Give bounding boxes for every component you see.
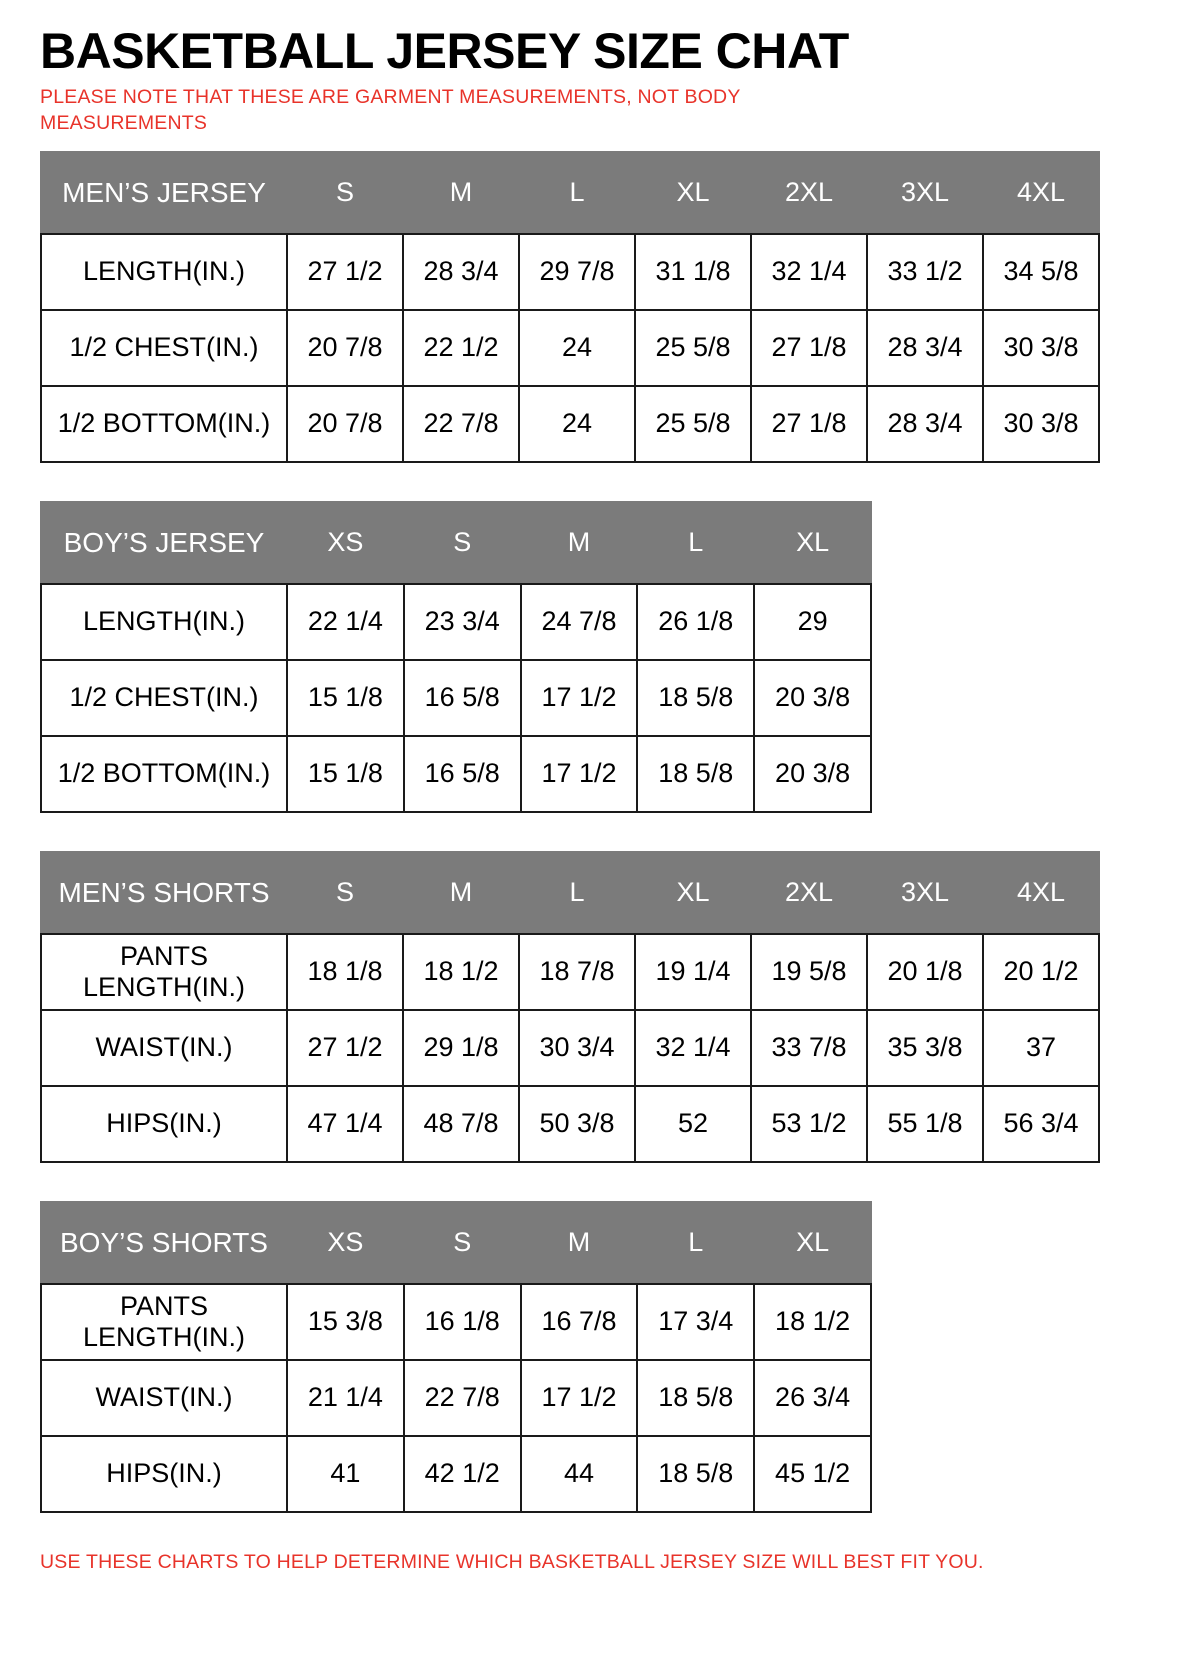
- row-label: 1/2 CHEST(IN.): [41, 660, 287, 736]
- measurement-cell: 18 5/8: [637, 1360, 754, 1436]
- measurement-cell: 22 7/8: [404, 1360, 521, 1436]
- measurement-cell: 32 1/4: [635, 1010, 751, 1086]
- measurement-cell: 25 5/8: [635, 310, 751, 386]
- table-header-row: [41, 502, 871, 584]
- measurement-cell: 20 3/8: [754, 660, 871, 736]
- measurement-cell: 17 1/2: [521, 1360, 638, 1436]
- measurement-cell: 47 1/4: [287, 1086, 403, 1162]
- measurement-cell: 18 1/8: [287, 934, 403, 1010]
- size-header-xs: XS: [287, 1202, 404, 1284]
- measurement-cell: 24: [519, 386, 635, 462]
- measurement-cell: 42 1/2: [404, 1436, 521, 1512]
- measurement-cell: 34 5/8: [983, 234, 1099, 310]
- measurement-cell: 32 1/4: [751, 234, 867, 310]
- size-header-xs: XS: [287, 502, 404, 584]
- measurement-cell: 29 1/8: [403, 1010, 519, 1086]
- measurement-cell: 16 5/8: [404, 660, 521, 736]
- table-corner-label: MEN’S SHORTS: [41, 852, 287, 934]
- measurement-cell: 19 5/8: [751, 934, 867, 1010]
- measurement-cell: 27 1/8: [751, 386, 867, 462]
- row-label: 1/2 BOTTOM(IN.): [41, 386, 287, 462]
- measurement-cell: 37: [983, 1010, 1099, 1086]
- table-row: [41, 310, 1099, 386]
- row-label: LENGTH(IN.): [41, 584, 287, 660]
- table-header-row: [41, 1202, 871, 1284]
- measurement-cell: 41: [287, 1436, 404, 1512]
- size-header-l: L: [519, 152, 635, 234]
- measurement-cell: 18 1/2: [403, 934, 519, 1010]
- table-corner-label: BOY’S SHORTS: [41, 1202, 287, 1284]
- measurement-cell: 52: [635, 1086, 751, 1162]
- measurement-cell: 56 3/4: [983, 1086, 1099, 1162]
- measurement-note: PLEASE NOTE THAT THESE ARE GARMENT MEASUREMENTS, NOT BODY MEASUREMENTS: [40, 86, 741, 135]
- measurement-cell: 45 1/2: [754, 1436, 871, 1512]
- table-row: [41, 1284, 871, 1360]
- measurement-cell: 20 7/8: [287, 310, 403, 386]
- table-row: [41, 934, 1099, 1010]
- measurement-cell: 18 5/8: [637, 660, 754, 736]
- table-corner-label: MEN’S JERSEY: [41, 152, 287, 234]
- size-header-s: S: [404, 502, 521, 584]
- table-row: [41, 660, 871, 736]
- measurement-cell: 30 3/4: [519, 1010, 635, 1086]
- measurement-cell: 16 7/8: [521, 1284, 638, 1360]
- row-label: HIPS(IN.): [41, 1436, 287, 1512]
- measurement-cell: 15 3/8: [287, 1284, 404, 1360]
- size-header-s: S: [287, 852, 403, 934]
- row-label: PANTS LENGTH(IN.): [41, 934, 287, 1010]
- size-table-mens-jersey: [40, 151, 1100, 463]
- table-header-row: [41, 152, 1099, 234]
- measurement-cell: 53 1/2: [751, 1086, 867, 1162]
- table-row: [41, 1436, 871, 1512]
- measurement-cell: 55 1/8: [867, 1086, 983, 1162]
- measurement-cell: 26 1/8: [637, 584, 754, 660]
- measurement-cell: 18 5/8: [637, 1436, 754, 1512]
- measurement-cell: 29: [754, 584, 871, 660]
- measurement-cell: 22 7/8: [403, 386, 519, 462]
- table-row: [41, 584, 871, 660]
- measurement-cell: 35 3/8: [867, 1010, 983, 1086]
- size-table-mens-shorts: [40, 851, 1100, 1163]
- measurement-cell: 27 1/2: [287, 1010, 403, 1086]
- table-row: [41, 1086, 1099, 1162]
- measurement-cell: 23 3/4: [404, 584, 521, 660]
- table-row: [41, 234, 1099, 310]
- size-header-m: M: [403, 852, 519, 934]
- measurement-cell: 17 1/2: [521, 736, 638, 812]
- measurement-cell: 27 1/2: [287, 234, 403, 310]
- table-header-row: [41, 852, 1099, 934]
- measurement-cell: 26 3/4: [754, 1360, 871, 1436]
- table-row: [41, 386, 1099, 462]
- measurement-cell: 20 7/8: [287, 386, 403, 462]
- table-row: [41, 1360, 871, 1436]
- measurement-cell: 28 3/4: [867, 310, 983, 386]
- measurement-cell: 48 7/8: [403, 1086, 519, 1162]
- measurement-cell: 28 3/4: [403, 234, 519, 310]
- table-row: [41, 1010, 1099, 1086]
- measurement-cell: 16 1/8: [404, 1284, 521, 1360]
- measurement-cell: 20 3/8: [754, 736, 871, 812]
- measurement-cell: 33 7/8: [751, 1010, 867, 1086]
- measurement-cell: 19 1/4: [635, 934, 751, 1010]
- measurement-cell: 50 3/8: [519, 1086, 635, 1162]
- size-table-boys-jersey: [40, 501, 872, 813]
- measurement-cell: 31 1/8: [635, 234, 751, 310]
- table-corner-label: BOY’S JERSEY: [41, 502, 287, 584]
- size-table-boys-shorts: [40, 1201, 872, 1513]
- footer-note: USE THESE CHARTS TO HELP DETERMINE WHICH BASKETBALL JERSEY SIZE WILL BEST FIT YOU.: [40, 1550, 984, 1573]
- measurement-cell: 30 3/8: [983, 310, 1099, 386]
- size-header-l: L: [637, 502, 754, 584]
- measurement-cell: 21 1/4: [287, 1360, 404, 1436]
- row-label: 1/2 BOTTOM(IN.): [41, 736, 287, 812]
- measurement-cell: 27 1/8: [751, 310, 867, 386]
- measurement-cell: 22 1/2: [403, 310, 519, 386]
- measurement-cell: 15 1/8: [287, 736, 404, 812]
- table-row: [41, 736, 871, 812]
- row-label: WAIST(IN.): [41, 1010, 287, 1086]
- measurement-cell: 44: [521, 1436, 638, 1512]
- size-header-xl: XL: [754, 502, 871, 584]
- row-label: 1/2 CHEST(IN.): [41, 310, 287, 386]
- row-label: WAIST(IN.): [41, 1360, 287, 1436]
- size-header-4xl: 4XL: [983, 852, 1099, 934]
- row-label: LENGTH(IN.): [41, 234, 287, 310]
- measurement-cell: 25 5/8: [635, 386, 751, 462]
- size-header-m: M: [521, 1202, 638, 1284]
- measurement-cell: 24 7/8: [521, 584, 638, 660]
- size-header-m: M: [403, 152, 519, 234]
- measurement-cell: 33 1/2: [867, 234, 983, 310]
- size-header-xl: XL: [635, 152, 751, 234]
- tables-container: [40, 151, 1160, 1513]
- measurement-cell: 20 1/8: [867, 934, 983, 1010]
- measurement-cell: 17 1/2: [521, 660, 638, 736]
- measurement-cell: 28 3/4: [867, 386, 983, 462]
- row-label: PANTS LENGTH(IN.): [41, 1284, 287, 1360]
- size-header-l: L: [519, 852, 635, 934]
- size-header-3xl: 3XL: [867, 852, 983, 934]
- size-header-4xl: 4XL: [983, 152, 1099, 234]
- measurement-cell: 18 1/2: [754, 1284, 871, 1360]
- measurement-cell: 17 3/4: [637, 1284, 754, 1360]
- size-header-l: L: [637, 1202, 754, 1284]
- measurement-cell: 18 7/8: [519, 934, 635, 1010]
- measurement-cell: 16 5/8: [404, 736, 521, 812]
- row-label: HIPS(IN.): [41, 1086, 287, 1162]
- size-header-s: S: [404, 1202, 521, 1284]
- measurement-cell: 15 1/8: [287, 660, 404, 736]
- measurement-cell: 20 1/2: [983, 934, 1099, 1010]
- measurement-cell: 24: [519, 310, 635, 386]
- size-header-2xl: 2XL: [751, 852, 867, 934]
- page-title: BASKETBALL JERSEY SIZE CHAT: [40, 23, 849, 79]
- measurement-cell: 18 5/8: [637, 736, 754, 812]
- size-header-3xl: 3XL: [867, 152, 983, 234]
- measurement-cell: 22 1/4: [287, 584, 404, 660]
- size-header-xl: XL: [635, 852, 751, 934]
- size-header-m: M: [521, 502, 638, 584]
- measurement-cell: 30 3/8: [983, 386, 1099, 462]
- measurement-cell: 29 7/8: [519, 234, 635, 310]
- size-header-2xl: 2XL: [751, 152, 867, 234]
- size-header-s: S: [287, 152, 403, 234]
- size-header-xl: XL: [754, 1202, 871, 1284]
